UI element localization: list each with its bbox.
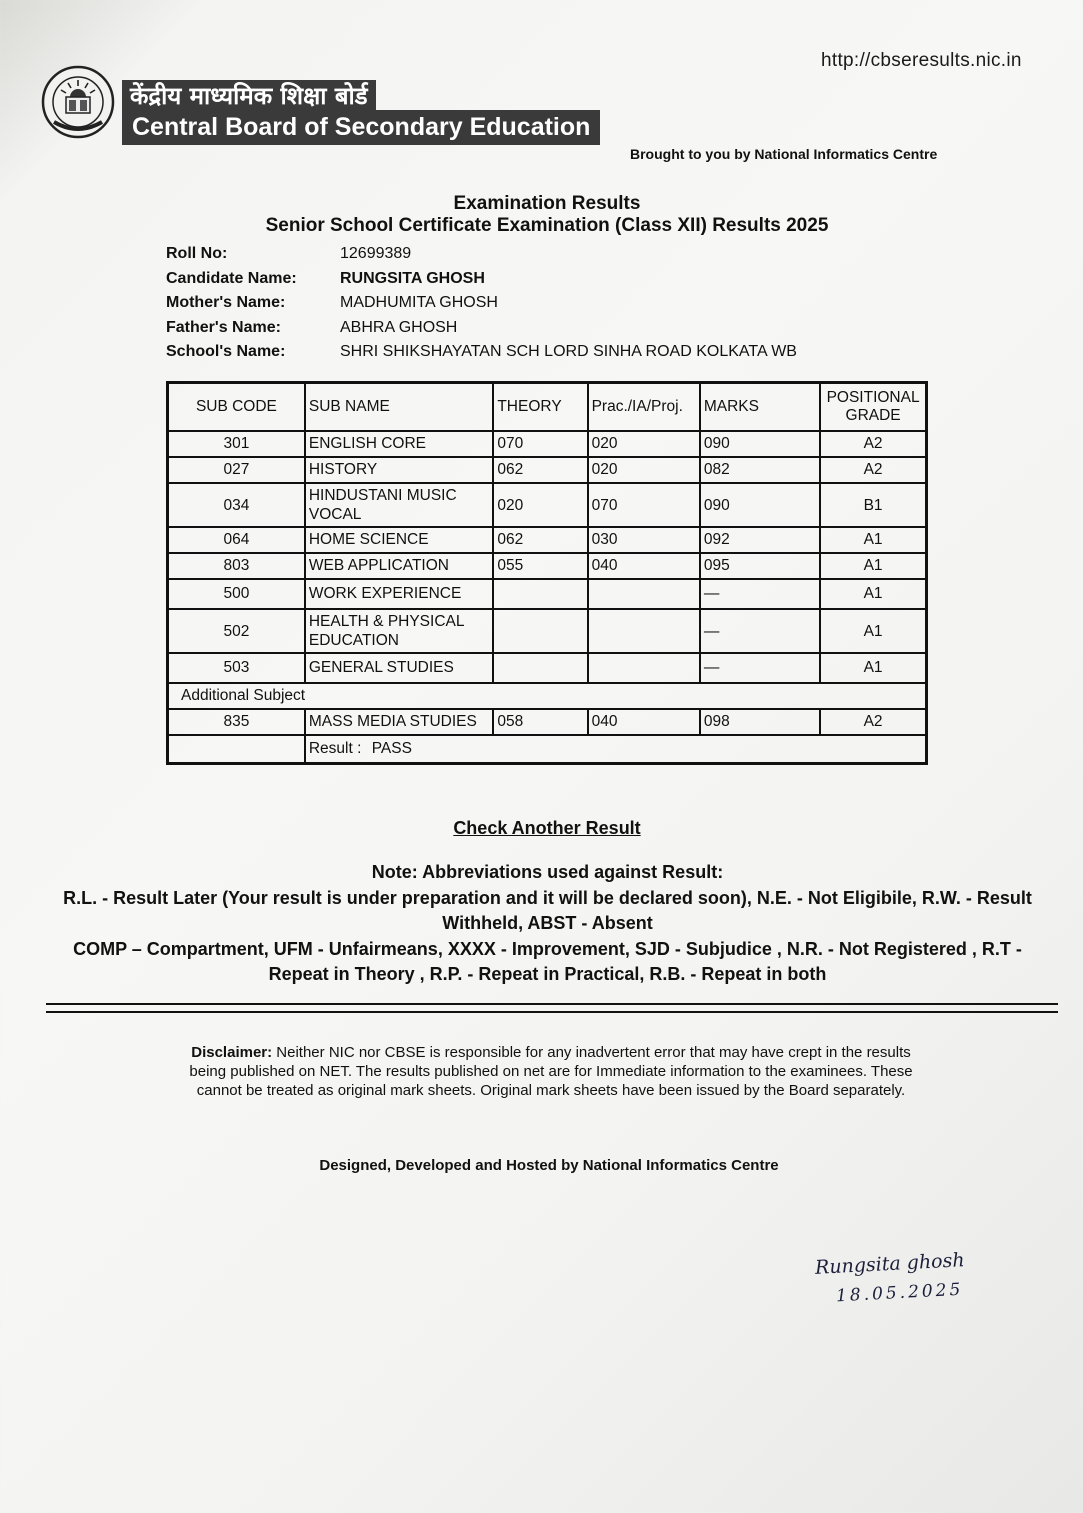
practical-marks [588, 579, 700, 609]
divider-bottom [46, 1011, 1058, 1013]
practical-marks: 030 [588, 527, 700, 553]
sub-code: 835 [168, 709, 305, 735]
total-marks: 098 [700, 709, 820, 735]
theory-marks: 062 [493, 457, 587, 483]
theory-marks [493, 579, 587, 609]
table-header-row [168, 383, 927, 432]
mother-name-row [166, 294, 797, 319]
sub-name: HINDUSTANI MUSIC VOCAL [305, 483, 493, 527]
practical-marks: 040 [588, 709, 700, 735]
sub-code: 502 [168, 609, 305, 653]
father-name-value: ABHRA GHOSH [340, 318, 458, 336]
grade: A1 [820, 527, 926, 553]
disclaimer-label: Disclaimer: [191, 1044, 273, 1061]
total-marks: — [700, 653, 820, 683]
table-row [168, 709, 927, 735]
additional-subject-row [168, 683, 927, 709]
sub-code: 503 [168, 653, 305, 683]
note-heading: Note: Abbreviations used against Result: [371, 862, 724, 882]
sub-code: 027 [168, 457, 305, 483]
sub-name: HISTORY [305, 457, 493, 483]
mother-name-label: Mother's Name: [166, 294, 286, 311]
grade: A2 [820, 431, 926, 457]
header-theory: THEORY [493, 383, 587, 432]
header-sub-name: SUB NAME [305, 383, 493, 432]
father-name-row [166, 319, 797, 344]
practical-marks [588, 653, 700, 683]
sub-name: HEALTH & PHYSICAL EDUCATION [305, 609, 493, 653]
results-table [166, 381, 928, 765]
sub-code: 803 [168, 553, 305, 579]
practical-marks: 020 [588, 457, 700, 483]
divider-top [46, 1003, 1058, 1005]
header-grade: POSITIONAL GRADE [820, 383, 926, 432]
sub-name: WORK EXPERIENCE [305, 579, 493, 609]
header-practical: Prac./IA/Proj. [588, 383, 700, 432]
page-title: Examination Results [453, 193, 641, 214]
disclaimer-text: Neither NIC nor CBSE is responsible for any inadvertent error that may have crept in the results being published on NET. The results published on net are for Immediate information to the examinees. These cannot be treated as original mark sheets. Original mark sheets have been issued by the Board separately. [189, 1044, 913, 1099]
abbreviations-note [50, 860, 1045, 988]
sub-name: MASS MEDIA STUDIES [305, 709, 493, 735]
candidate-info [166, 245, 797, 368]
candidate-name-value: RUNGSITA GHOSH [340, 269, 485, 287]
board-name-english: Central Board of Secondary Education [122, 110, 600, 145]
note-line-2: COMP – Compartment, UFM - Unfairmeans, XXXX - Improvement, SJD - Subjudice , N.R. - Not Registered , R.T - Repeat in Theory , R.P. - Repeat in Practical, R.B. - Repeat in both [73, 938, 1022, 984]
grade: A2 [820, 709, 926, 735]
disclaimer [176, 1043, 926, 1100]
practical-marks: 020 [588, 431, 700, 457]
note-line-1: R.L. - Result Later (Your result is under preparation and it will be declared soon), N.E. - Not Eligibile, R.W. - Result Withheld, ABST - Absent [63, 887, 1032, 933]
roll-no-value: 12699389 [340, 245, 412, 262]
practical-marks: 070 [588, 483, 700, 527]
handwritten-signature: Rungsita ghosh [814, 1249, 966, 1279]
header-sub-code: SUB CODE [168, 383, 305, 432]
total-marks: 082 [700, 457, 820, 483]
cbse-logo-icon [40, 64, 116, 140]
school-name-value: SHRI SHIKSHAYATAN SCH LORD SINHA ROAD KOLKATA WB [340, 343, 797, 360]
header-marks: MARKS [700, 383, 820, 432]
roll-no-row [166, 245, 797, 270]
theory-marks [493, 609, 587, 653]
father-name-label: Father's Name: [166, 318, 281, 336]
result-cell [305, 735, 927, 763]
table-row [168, 653, 927, 683]
grade: B1 [820, 483, 926, 527]
total-marks: — [700, 609, 820, 653]
candidate-name-row [166, 270, 797, 295]
board-name-hindi: केंद्रीय माध्यमिक शिक्षा बोर्ड [122, 80, 376, 113]
theory-marks: 055 [493, 553, 587, 579]
table-row [168, 527, 927, 553]
candidate-name-label: Candidate Name: [166, 269, 297, 287]
theory-marks: 020 [493, 483, 587, 527]
brought-by-text: Brought to you by National Informatics Centre [630, 146, 938, 162]
sub-code: 500 [168, 579, 305, 609]
sub-code: 034 [168, 483, 305, 527]
sub-name: HOME SCIENCE [305, 527, 493, 553]
total-marks: 090 [700, 483, 820, 527]
theory-marks: 070 [493, 431, 587, 457]
check-another-result-link[interactable]: Check Another Result [453, 818, 641, 838]
practical-marks: 040 [588, 553, 700, 579]
table-row [168, 579, 927, 609]
sub-name: ENGLISH CORE [305, 431, 493, 457]
theory-marks: 062 [493, 527, 587, 553]
theory-marks: 058 [493, 709, 587, 735]
theory-marks [493, 653, 587, 683]
table-row [168, 457, 927, 483]
practical-marks [588, 609, 700, 653]
grade: A1 [820, 609, 926, 653]
total-marks: 092 [700, 527, 820, 553]
designed-by-text: Designed, Developed and Hosted by National Informatics Centre [319, 1157, 779, 1174]
result-row [168, 735, 927, 763]
school-name-row [166, 343, 797, 368]
result-label: Result : [308, 739, 362, 757]
sub-code: 064 [168, 527, 305, 553]
roll-no-label: Roll No: [166, 245, 228, 262]
grade: A1 [820, 653, 926, 683]
total-marks: 095 [700, 553, 820, 579]
mother-name-value: MADHUMITA GHOSH [340, 294, 498, 311]
table-row [168, 483, 927, 527]
grade: A2 [820, 457, 926, 483]
handwritten-date: 18.05.2025 [835, 1279, 964, 1307]
additional-subject-label: Additional Subject [168, 683, 927, 709]
table-row [168, 431, 927, 457]
table-row [168, 609, 927, 653]
grade: A1 [820, 553, 926, 579]
sub-name: WEB APPLICATION [305, 553, 493, 579]
total-marks: 090 [700, 431, 820, 457]
school-name-label: School's Name: [166, 343, 286, 360]
site-url: http://cbseresults.nic.in [821, 50, 1022, 71]
result-value: PASS [371, 739, 412, 757]
table-row [168, 553, 927, 579]
sub-name: GENERAL STUDIES [305, 653, 493, 683]
total-marks: — [700, 579, 820, 609]
sub-code: 301 [168, 431, 305, 457]
result-empty-cell [168, 735, 305, 763]
grade: A1 [820, 579, 926, 609]
exam-title: Senior School Certificate Examination (Class XII) Results 2025 [265, 215, 829, 236]
